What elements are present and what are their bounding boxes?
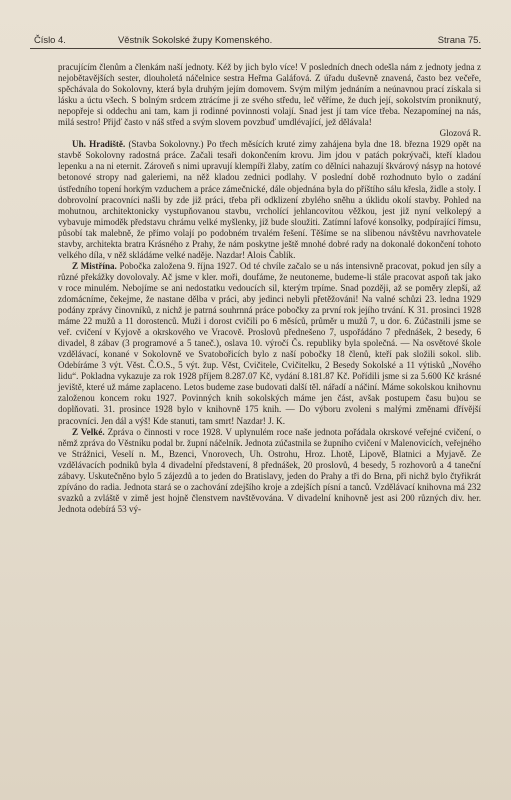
- article-2-heading: Uh. Hradiště.: [72, 139, 126, 150]
- article-3-text: Pobočka založena 9. října 1927. Od té chvíle začalo se u nás intensivně pracovat, pokud jen síly a různé překážky dovolovaly. Ač jsme v kler. moři, doufáme, že neutoneme, budeme-li stále pracovat aspoň tak jako v roce minulém. Nebojíme se ani nedostatku vedoucích sil, kterým trpíme. Snad později, až se poměry zlepší, až zdomácníme, čekejme, že nastane dělba v práci, aby jedinci nebyli přetěžováni! Na valné schůzi 23. ledna 1929 podány zprávy činovníků, z nichž je patrná souhrnná práce pobočky za první rok jejího trvání. K 31. prosinci 1928 máme 22 mužů a 11 dorostenců. Muži i dorost cvičili po 6 měsíců, průměr u mužů 7, u dor. 6. Zúčastnili jsme se veř. cvičení v Kyjově a okrskového ve Vracově. Proslovů přednešeno 7, uspořádáno 7 přednášek, 2 besedy, 6 divadel, 8 zábav (3 programové a 5 taneč.), oslava 10. výročí Čs. republiky byla společná. — Na osvětové škole vzdělávací, konané v Sokolovně ve Svatobořicích bylo z naší pobočky 18 členů, kteří pak složili sokol. slib. Odebíráme 3 výt. Věst. Č.O.S., 5 výt. žup. Věst, Cvičitele, Cvičitelku, 2 Besedy Sokolské a 11 výtisků „Nového lidu“. Pokladna vykazuje za rok 1928 příjem 8.287.07 Kč, vydání 8.181.87 Kč. Pořídili jsme si za 5.600 Kč krásné jeviště, které už máme zaplaceno. Letos budeme zase budovati další těl. nářadí a náčiní. Máme sokolskou knihovnu založenou koncem roku 1927. Povinných knih sokolských máme jen část, avšak postupem času bu)ou se doplňovati. 31. prosince 1928 bylo v knihovně 175 knih. — Do výboru zvoleni s malými změnami dřívější pracovníci. Jen dál a výš! Kde stanuti, tam smrt! Nazdar! J. K.: [58, 260, 481, 426]
- header-rule: [30, 48, 481, 49]
- article-2: [58, 139, 481, 261]
- article-1-signature: Glozová R.: [439, 128, 481, 139]
- journal-title: Věstník Sokolské župy Komenského.: [118, 34, 273, 45]
- issue-number: Číslo 4.: [34, 34, 66, 45]
- article-4-text: Zpráva o činnosti v roce 1928. V uplynulém roce naše jednota pořádala okrskové veřejné cvičení, o němž zpráva do Věstníku podal br. župní náčelník. Jednota zúčastnila se župního cvičení v Malenovicích, veřejného ve Strážnici, Veselí n. M., Bzenci, Vnorovech, Uh. Ostrohu, Hroz. Lhotě, Lipově, Blatnici a Myjavě. Ze vzdělávacích podniků byla 4 divadelní představení, 8 přednášek, 20 proslovů, 4 besedy, 5 rozhovorů a 4 taneční zábavy. Uskutečněno bylo 5 zájezdů a to jeden do Bratislavy, jeden do Prahy a tři do Brna, při nichž bylo čtyřikrát zpíváno do radia. Jednota stará se o zachování zdejšího kroje a zdejších písní a tanců. Vzdělávací knihovna má 232 svazků a zvláště v zimě jest hojně členstvem navštěvována. V divadelní knihovně jest asi 200 různých div. her. Jednota odebírá 53 vý-: [58, 426, 481, 514]
- article-4: [58, 427, 481, 515]
- article-1-text: pracujícím členům a členkám naší jednoty. Kéž by jich bylo více! V posledních dnech odešla nám z jednoty jedna z nejobětavějších sester, dlouholetá náčelnice sestra Heřma Galáfová. Z úřadu duševně znavená, často bez večeře, spěchávala do Sokolovny, která byla druhým jejím domovem. Svým milým jednáním a neúnavnou prací získala si lásku a úctu všech. S bolným srdcem ztrácíme ji ze svého středu, leč věříme, že duch její, sokolstvím proniknutý, nepopřeje si oddechu ani tam, kam ji rodinné povinnosti volají. Snad jest jí tam více třeba. Nezapomínej na nás, milá sestro! Přijď často v náš střed a svým slovem povzbuď umdlévající, jež dělávala! Glozová R.: [58, 62, 481, 139]
- page-number: Strana 75.: [437, 34, 481, 45]
- article-3-heading: Z Mistřína.: [72, 260, 117, 271]
- page-header: [34, 34, 481, 48]
- article-2-text: (Stavba Sokolovny.) Po třech měsících kruté zimy zahájena byla dne 18. března 1929 opět na stavbě Sokolovny radostná práce. Začali tesaři dokončením krovu. Jim jdou v patách pokrývači, kteří kladou lepenku a na ni eternit. Zároveň s nimi upravují klempíři žlaby, zatím co dělníci nahazují škvárový násyp na hotové betonové stropy nad galeriemi, na něž kladou zednici podlahy. V poslední době rozhodnuto bylo o zadání ústředního topení horkým vzduchem a práce zámečnické, dále objednána byla do příštího sálu křesla, židle a stoly. I dobrovolní pracovníci našli by zde již práci, třeba při odklizení zbylého sněhu a úklidu okolí stavby. Pohled na mohutnou, architektonicky vystupňovanou stavbu, vrcholící jehlancovitou věžkou, jest již nyní velkolepý a vybavuje mimoděk představu chrámu velké myšlenky, jíž bude sloužiti. Zatímní lafové konsolky, podpírající římsu, působí tak malebně, že přímo volají po podobném trvalém řešení. Těšíme se na slibenou návštěvu navrhovatele stavby, architekta bratra Krásného z Prahy, že nám poskytne ještě mnohé dobré rady na dokonalé dokončení tohoto velkého díla, v něž skládáme velké naděje. Nazdar! Alois Čablík.: [58, 139, 481, 260]
- article-4-heading: Z Velké.: [72, 426, 105, 437]
- article-3: [58, 261, 481, 427]
- article-body: [58, 62, 481, 515]
